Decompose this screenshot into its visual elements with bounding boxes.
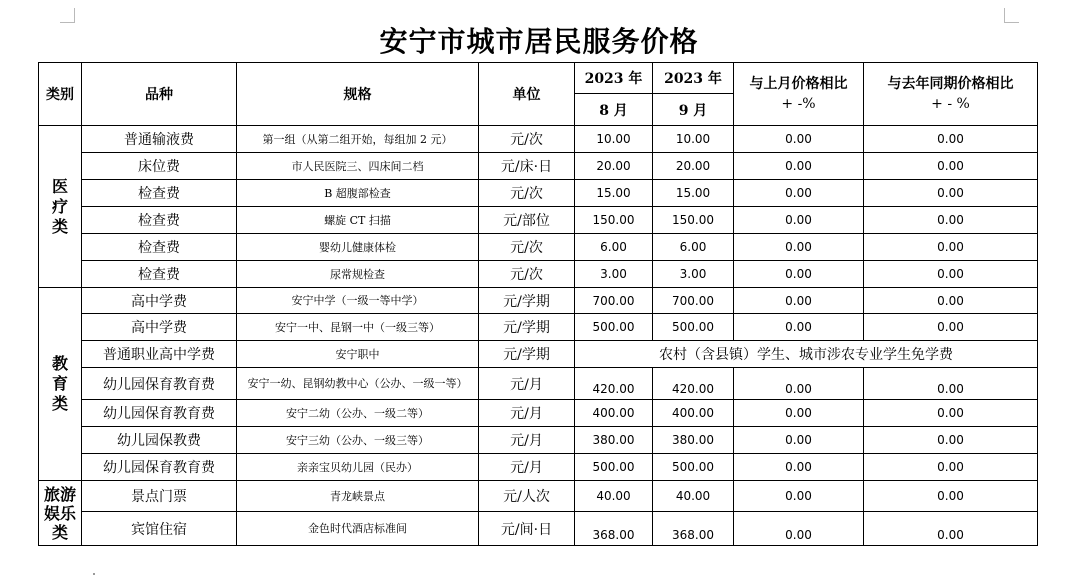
cell-mom: 0.00 (734, 288, 864, 314)
cell-spec: 第一组（从第二组开始，每组加 2 元） (237, 126, 479, 153)
cell-price-sep: 150.00 (653, 207, 734, 234)
cell-unit: 元/月 (479, 400, 575, 427)
cell-unit: 元/学期 (479, 341, 575, 368)
header-mom-line1: 与上月价格相比 (749, 76, 848, 92)
cell-price-aug: 420.00 (575, 368, 653, 400)
header-category: 类别 (39, 63, 82, 126)
cell-item: 幼儿园保教费 (82, 427, 237, 454)
cell-mom: 0.00 (734, 207, 864, 234)
cell-item: 检查费 (82, 207, 237, 234)
cell-spec: 金色时代酒店标准间 (237, 512, 479, 546)
category-tourism: 旅游娱乐类 (39, 481, 82, 546)
cell-price-sep: 500.00 (653, 454, 734, 481)
table-row (39, 126, 1038, 153)
table-row (39, 153, 1038, 180)
cell-unit: 元/学期 (479, 288, 575, 314)
cell-price-sep: 400.00 (653, 400, 734, 427)
cell-mom: 0.00 (734, 261, 864, 288)
table-row (39, 427, 1038, 454)
cell-unit: 元/人次 (479, 481, 575, 512)
cell-unit: 元/月 (479, 454, 575, 481)
cell-item: 床位费 (82, 153, 237, 180)
category-education: 教育类 (39, 288, 82, 481)
cell-price-sep: 420.00 (653, 368, 734, 400)
cell-item: 检查费 (82, 180, 237, 207)
table-row (39, 207, 1038, 234)
cell-unit: 元/床·日 (479, 153, 575, 180)
header-mom-line2: + -% (781, 96, 816, 112)
cell-mom: 0.00 (734, 234, 864, 261)
header-yoy-line1: 与去年同期价格相比 (887, 76, 1014, 92)
cell-item: 幼儿园保育教育费 (82, 400, 237, 427)
cell-item: 检查费 (82, 261, 237, 288)
header-unit: 单位 (479, 63, 575, 126)
cell-spec: 安宁一中、昆钢一中（一级三等） (237, 314, 479, 341)
cell-spec: 青龙峡景点 (237, 481, 479, 512)
cell-unit: 元/间·日 (479, 512, 575, 546)
document-title: 安宁市城市居民服务价格 (379, 25, 699, 58)
cell-price-aug: 150.00 (575, 207, 653, 234)
header-year-sep: 2023 年 (653, 63, 734, 94)
header-month-sep: 9 月 (653, 94, 734, 126)
cell-unit: 元/次 (479, 126, 575, 153)
cell-item: 普通输液费 (82, 126, 237, 153)
cell-yoy: 0.00 (864, 234, 1038, 261)
cell-item: 高中学费 (82, 314, 237, 341)
cell-mom: 0.00 (734, 512, 864, 546)
table-row (39, 261, 1038, 288)
cell-price-aug: 6.00 (575, 234, 653, 261)
cell-item: 幼儿园保育教育费 (82, 454, 237, 481)
cell-price-sep: 40.00 (653, 481, 734, 512)
cell-price-sep: 15.00 (653, 180, 734, 207)
cell-unit: 元/次 (479, 180, 575, 207)
cell-price-sep: 20.00 (653, 153, 734, 180)
cell-yoy: 0.00 (864, 207, 1038, 234)
cell-price-aug: 368.00 (575, 512, 653, 546)
cell-mom: 0.00 (734, 427, 864, 454)
cell-mom: 0.00 (734, 126, 864, 153)
table-row (39, 180, 1038, 207)
table-row (39, 512, 1038, 546)
header-item: 品种 (82, 63, 237, 126)
cell-yoy: 0.00 (864, 400, 1038, 427)
cell-price-aug: 380.00 (575, 427, 653, 454)
cell-mom: 0.00 (734, 153, 864, 180)
page-corner-mark-top-left (60, 8, 75, 23)
cell-unit: 元/次 (479, 234, 575, 261)
cell-spec: 安宁中学（一级一等中学） (237, 288, 479, 314)
header-spec: 规格 (237, 63, 479, 126)
cell-mom: 0.00 (734, 180, 864, 207)
table-row (39, 454, 1038, 481)
cell-spec: 安宁一幼、昆钢幼教中心（公办、一级一等） (237, 368, 479, 400)
cell-item: 高中学费 (82, 288, 237, 314)
cell-price-aug: 15.00 (575, 180, 653, 207)
cell-price-sep: 368.00 (653, 512, 734, 546)
cell-price-sep: 500.00 (653, 314, 734, 341)
cell-yoy: 0.00 (864, 261, 1038, 288)
table-row (39, 314, 1038, 341)
cell-price-sep: 3.00 (653, 261, 734, 288)
header-year-aug: 2023 年 (575, 63, 653, 94)
cell-spec: 安宁二幼（公办、一级二等） (237, 400, 479, 427)
table-row (39, 288, 1038, 314)
table-row (39, 368, 1038, 400)
cell-spec: 亲亲宝贝幼儿园（民办） (237, 454, 479, 481)
cell-spec: 安宁职中 (237, 341, 479, 368)
cell-price-sep: 700.00 (653, 288, 734, 314)
cell-price-sep: 380.00 (653, 427, 734, 454)
table-row (39, 341, 1038, 368)
cell-item: 宾馆住宿 (82, 512, 237, 546)
header-month-on-month (734, 63, 864, 126)
cell-yoy: 0.00 (864, 512, 1038, 546)
cell-item: 景点门票 (82, 481, 237, 512)
category-medical: 医疗类 (39, 126, 82, 288)
cell-mom: 0.00 (734, 400, 864, 427)
cell-price-aug: 40.00 (575, 481, 653, 512)
cell-yoy: 0.00 (864, 481, 1038, 512)
cell-yoy: 0.00 (864, 153, 1038, 180)
cell-item: 检查费 (82, 234, 237, 261)
page-corner-mark-top-right (1004, 8, 1019, 23)
cell-yoy: 0.00 (864, 427, 1038, 454)
cell-unit: 元/次 (479, 261, 575, 288)
cell-yoy: 0.00 (864, 454, 1038, 481)
cell-yoy: 0.00 (864, 126, 1038, 153)
cell-unit: 元/部位 (479, 207, 575, 234)
cell-yoy: 0.00 (864, 314, 1038, 341)
cell-price-aug: 700.00 (575, 288, 653, 314)
table-row (39, 481, 1038, 512)
table-row (39, 234, 1038, 261)
header-year-on-year (864, 63, 1038, 126)
cell-price-aug: 3.00 (575, 261, 653, 288)
cell-item: 幼儿园保育教育费 (82, 368, 237, 400)
cell-yoy: 0.00 (864, 368, 1038, 400)
cell-unit: 元/学期 (479, 314, 575, 341)
cell-price-aug: 500.00 (575, 454, 653, 481)
price-table (38, 62, 1038, 546)
cell-unit: 元/月 (479, 368, 575, 400)
cell-item: 普通职业高中学费 (82, 341, 237, 368)
cell-mom: 0.00 (734, 454, 864, 481)
header-yoy-line2: + - % (931, 96, 970, 112)
page-mark-dot (93, 573, 95, 575)
cell-yoy: 0.00 (864, 180, 1038, 207)
cell-yoy: 0.00 (864, 288, 1038, 314)
cell-price-aug: 500.00 (575, 314, 653, 341)
cell-spec: 婴幼儿健康体检 (237, 234, 479, 261)
cell-mom: 0.00 (734, 481, 864, 512)
cell-price-sep: 10.00 (653, 126, 734, 153)
cell-price-aug: 10.00 (575, 126, 653, 153)
cell-spec: 市人民医院三、四床间二档 (237, 153, 479, 180)
cell-mom: 0.00 (734, 368, 864, 400)
cell-spec: 安宁三幼（公办、一级三等） (237, 427, 479, 454)
cell-price-aug: 400.00 (575, 400, 653, 427)
cell-spec: 尿常规检查 (237, 261, 479, 288)
table-row (39, 400, 1038, 427)
cell-mom: 0.00 (734, 314, 864, 341)
cell-spec: 螺旋 CT 扫描 (237, 207, 479, 234)
cell-price-aug: 20.00 (575, 153, 653, 180)
cell-unit: 元/月 (479, 427, 575, 454)
cell-spec: B 超腹部检查 (237, 180, 479, 207)
cell-exemption-note: 农村（含县镇）学生、城市涉农专业学生免学费 (575, 341, 1038, 368)
header-month-aug: 8 月 (575, 94, 653, 126)
cell-price-sep: 6.00 (653, 234, 734, 261)
